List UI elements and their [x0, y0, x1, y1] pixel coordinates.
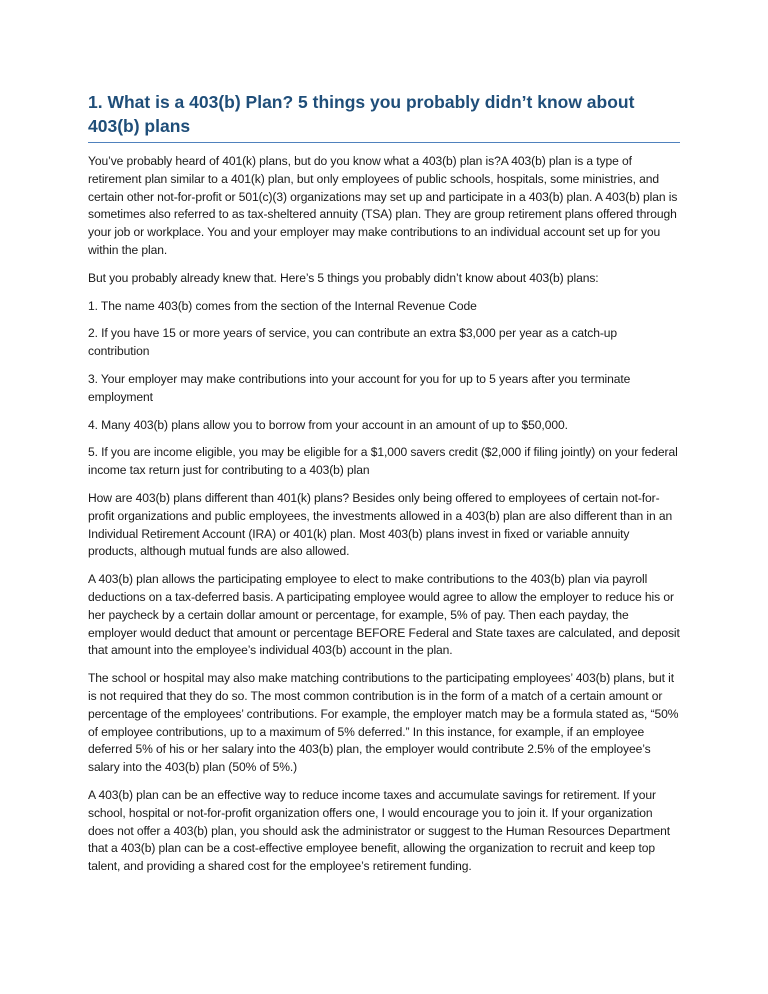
list-item-2: 2. If you have 15 or more years of service, you can contribute an extra $3,000 per year as a catch-up contribution	[88, 326, 618, 359]
document-page	[88, 90, 680, 886]
matching-contributions-paragraph: The school or hospital may also make matching contributions to the participating employees’ 403(b) plans, but it is not required that they do so. The most common contribution is in the form of a match of a certain amount or percentage of the employees’ contributions. For example, the employer match may be a formula stated as, “50% of employee contributions, up to a maximum of 5% deferred.” In this instance, for example, if an employee deferred 5% of his or her salary into the 403(b) plan, the employer would contribute 2.5% of the employee’s salary into the 403(b) plan (50% of 5%.)	[88, 671, 679, 775]
list-item-4: 4. Many 403(b) plans allow you to borrow from your account in an amount of up to $50,000.	[88, 417, 568, 432]
lead-in-paragraph: But you probably already knew that. Here’s 5 things you probably didn’t know about 403(b) plans:	[88, 270, 599, 285]
payroll-deduction-paragraph: A 403(b) plan allows the participating employee to elect to make contributions to the 403(b) plan via payroll deductions on a tax-deferred basis. A participating employee would agree to allow the employer to reduce his or her paycheck by a certain dollar amount or percentage, for example, 5% of pay. Then each payday, the employer would deduct that amount or percentage BEFORE Federal and State taxes are calculated, and deposit that amount into the employee’s individual 403(b) account in the plan.	[88, 572, 680, 658]
conclusion-paragraph: A 403(b) plan can be an effective way to reduce income taxes and accumulate savings for retirement. If your school, hospital or not-for-profit organization offers one, I would encourage you to join it. If your organization does not offer a 403(b) plan, you should ask the administrator or suggest to the Human Resources Department that a 403(b) plan can be a cost-effective employee benefit, allowing the organization to recruit and keep top talent, and providing a shared cost for the employee’s retirement funding.	[88, 787, 671, 874]
differences-paragraph: How are 403(b) plans different than 401(k) plans? Besides only being offered to employees of certain not-for-profit organizations and public employees, the investments allowed in a 403(b) plan are also different than in an Individual Retirement Account (IRA) or 401(k) plan. Most 403(b) plans invest in fixed or variable annuity products, although mutual funds are also allowed.	[88, 490, 673, 559]
list-item-1: 1. The name 403(b) comes from the section of the Internal Revenue Code	[88, 298, 477, 313]
document-body	[88, 153, 680, 876]
list-item-5: 5. If you are income eligible, you may be eligible for a $1,000 savers credit ($2,000 if filing jointly) on your federal income tax return just for contributing to a 403(b) plan	[88, 445, 678, 478]
intro-paragraph: You’ve probably heard of 401(k) plans, but do you know what a 403(b) plan is?A 403(b) plan is a type of retirement plan similar to a 401(k) plan, but only employees of public schools, hospitals, some ministries, and certain other not-for-profit or 501(c)(3) organizations may set up and participate in a 403(b) plan. A 403(b) plan is sometimes also referred to as tax-sheltered annuity (TSA) plan. They are group retirement plans offered through your job or workplace. You and your employer may make contributions to an individual account set up for you within the plan.	[88, 154, 678, 257]
document-title: 1. What is a 403(b) Plan? 5 things you probably didn’t know about 403(b) plans	[88, 90, 680, 143]
list-item-3: 3. Your employer may make contributions into your account for you for up to 5 years after you terminate employment	[88, 371, 631, 404]
